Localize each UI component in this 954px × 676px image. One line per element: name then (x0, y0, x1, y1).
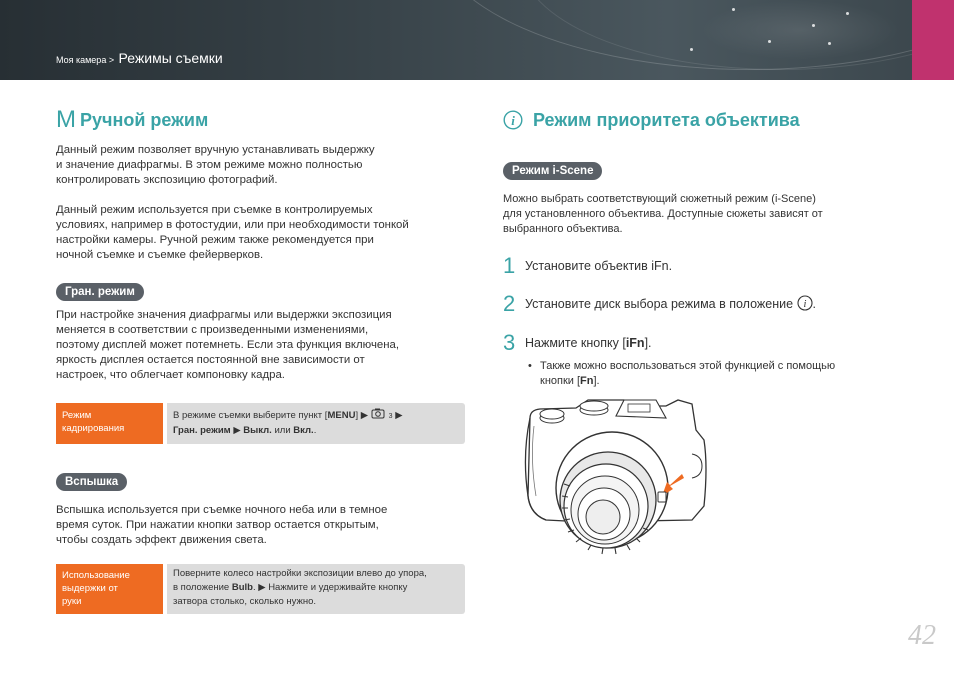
sparkle (846, 12, 849, 15)
step-number: 3 (503, 330, 516, 355)
sparkle (828, 42, 831, 45)
text-line: При настройке значения диафрагмы или выдержки экспозиция (56, 309, 392, 321)
bulb-pill: Вспышка (56, 473, 127, 491)
note-label (56, 403, 163, 444)
step-number: 1 (503, 253, 516, 278)
bulb-section (56, 472, 466, 548)
note-label-line: кадрирования (62, 423, 125, 434)
note-label (56, 564, 163, 614)
framing-pill: Гран. режим (56, 283, 144, 301)
step-number: 2 (503, 291, 516, 316)
tip-bullet (528, 359, 898, 389)
page-header (0, 0, 954, 80)
text-line: ночной съемке и съемке фейерверков. (56, 249, 264, 261)
text-line: настроек, что облегчает компоновку кадра. (56, 369, 285, 381)
menu-key: MENU (327, 410, 356, 421)
svg-text:i: i (511, 113, 515, 128)
step-3 (503, 330, 652, 355)
text-line: меняется в соответствии с произведенными изменениями, (56, 324, 369, 336)
camera-tab-icon (371, 408, 389, 419)
iscene-paragraph (503, 192, 903, 237)
step-text-part: . (812, 297, 817, 311)
text-line: Данный режим позволяет вручную устанавливать выдержку (56, 144, 375, 156)
text-line: для установленного объектива. Доступные сюжеты зависят от (503, 208, 823, 220)
note-text-part: в положение (173, 582, 230, 593)
note-label-line: выдержки от (62, 583, 118, 594)
text-line: время суток. При нажатии кнопки затвор остается открытым, (56, 519, 379, 531)
step-text (525, 333, 652, 352)
sparkle (690, 48, 693, 51)
text-line: контролировать экспозицию фотографий. (56, 174, 278, 186)
page-number: 42 (908, 620, 936, 651)
framing-note (56, 403, 465, 444)
fn-key: Fn (580, 375, 594, 387)
note-text (167, 564, 465, 614)
breadcrumb-parent[interactable]: Моя камера > (56, 55, 115, 65)
note-text-part: ▶ (395, 410, 403, 421)
text-line: поэтому дисплей может потемнеть. Если эта функция включена, (56, 339, 400, 351)
text-line: Можно выбрать соответствующий сюжетный режим (i-Scene) (503, 193, 816, 205)
bulb-note (56, 564, 465, 614)
note-text-part: . ▶ Нажмите и удерживайте кнопку (252, 582, 408, 593)
text-line: выбранного объектива. (503, 223, 623, 235)
note-text-part: Выкл. (243, 425, 272, 436)
sparkle (732, 8, 735, 11)
note-text-part: ] ▶ (355, 410, 369, 421)
text-line: яркость дисплея остается постоянной вне зависимости от (56, 354, 365, 366)
text-line: условиях, например в фотостудии, или при необходимости тонкой (56, 219, 409, 231)
note-text-part: Вкл. (293, 425, 314, 436)
note-text-part: . (313, 425, 317, 436)
lens-priority-section (503, 108, 903, 237)
sparkle (812, 24, 815, 27)
sparkle (768, 40, 771, 43)
iscene-pill: Режим i-Scene (503, 162, 602, 180)
text-line: чтобы создать эффект движения света. (56, 534, 267, 546)
step-text-part: Установите диск выбора режима в положение (525, 297, 794, 311)
section-title-text: Ручной режим (80, 109, 209, 130)
breadcrumb-current: Режимы съемки (118, 50, 223, 66)
note-text-part: Bulb (231, 582, 253, 593)
step-text: Установите объектив iFn. (525, 259, 673, 273)
framing-paragraph (56, 308, 466, 383)
header-decoration (700, 0, 900, 60)
note-text-line: Поверните колесо настройки экспозиции влево до упора, (173, 568, 427, 579)
step-text-part: Нажмите кнопку [ (525, 336, 626, 350)
intro-paragraph (56, 143, 466, 188)
bullet-dot: • (528, 360, 532, 372)
bullet-line: Также можно воспользоваться этой функцией с помощью (540, 360, 836, 372)
text-line: настройки камеры. Ручной режим также рекомендуется при (56, 234, 374, 246)
chapter-tab (912, 0, 954, 80)
usage-paragraph (56, 203, 466, 263)
step-2 (503, 291, 817, 316)
manual-mode-section (56, 108, 466, 383)
framing-heading (56, 282, 466, 301)
i-function-icon (797, 295, 813, 311)
step-text (525, 294, 816, 313)
iscene-heading (503, 161, 903, 180)
note-text (167, 403, 465, 444)
text-line: Вспышка используется при съемке ночного неба или в темное (56, 504, 388, 516)
step-text-part: ]. (644, 336, 652, 350)
note-text-part: ▶ (233, 425, 241, 436)
i-function-icon (503, 110, 523, 130)
note-text-line: затвора столько, сколько нужно. (173, 596, 316, 607)
note-label-line: Использование (62, 570, 130, 581)
note-label-line: руки (62, 596, 82, 607)
section-title-text: Режим приоритета объектива (533, 109, 800, 130)
breadcrumb (56, 50, 223, 68)
ifn-key: iFn (625, 336, 645, 350)
text-line: и значение диафрагмы. В этом режиме можно полностью (56, 159, 363, 171)
bullet-text-part: ]. (593, 375, 600, 387)
section-title (56, 108, 466, 132)
note-text-part: В режиме съемки выберите пункт [ (173, 410, 328, 421)
text-line: Данный режим используется при съемке в контролируемых (56, 204, 373, 216)
step-1 (503, 253, 673, 278)
note-label-line: Режим (62, 410, 92, 421)
bulb-paragraph (56, 503, 466, 548)
note-text-part: Гран. режим (173, 425, 231, 436)
camera-tab-number: 3 (388, 413, 393, 420)
camera-illustration (516, 396, 716, 570)
bullet-text-part: кнопки [ (540, 375, 581, 387)
mode-m-icon: M (56, 106, 76, 133)
note-text-part: или (274, 425, 291, 436)
svg-text:i: i (803, 299, 806, 310)
section-title (503, 108, 903, 132)
